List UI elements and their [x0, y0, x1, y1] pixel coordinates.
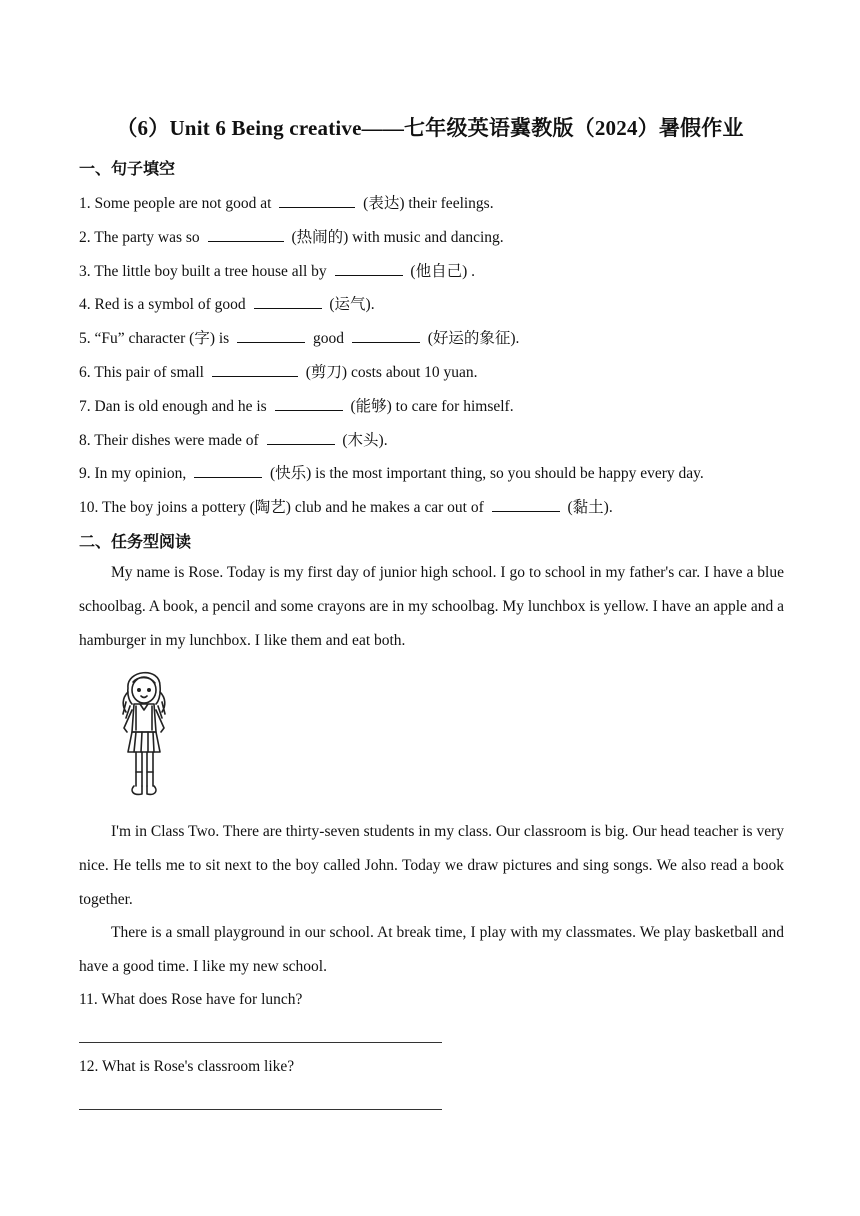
- question-5-middle: good: [312, 330, 344, 347]
- question-5-hint: (好运的象征).: [427, 330, 520, 347]
- question-4-text: 4. Red is a symbol of good: [79, 296, 246, 313]
- question-8-hint: (木头).: [342, 432, 388, 449]
- question-2-hint: (热闹的) with music and dancing.: [291, 229, 504, 246]
- answer-blank[interactable]: [194, 465, 262, 478]
- question-10-text: 10. The boy joins a pottery (陶艺) club and he makes a car out of: [79, 499, 484, 516]
- question-2-text: 2. The party was so: [79, 229, 200, 246]
- answer-line-11[interactable]: [79, 1042, 442, 1043]
- question-4-hint: (运气).: [329, 296, 375, 313]
- reading-paragraph-2: I'm in Class Two. There are thirty-seven students in my class. Our classroom is big. Our head teacher is very nice. He tells me to sit next to the boy called John. Today we draw pictures and sing songs. We also read a book together.: [79, 823, 784, 908]
- question-3-text: 3. The little boy built a tree house all by: [79, 263, 327, 280]
- question-6-text: 6. This pair of small: [79, 364, 204, 381]
- question-7-text: 7. Dan is old enough and he is: [79, 398, 267, 415]
- question-9-hint: (快乐) is the most important thing, so you should be happy every day.: [269, 465, 704, 482]
- answer-blank[interactable]: [254, 296, 322, 309]
- question-6-hint: (剪刀) costs about 10 yuan.: [305, 364, 478, 381]
- section-heading-task-reading: 二、任务型阅读: [79, 532, 192, 551]
- question-9: [79, 461, 704, 483]
- question-12: 12. What is Rose's classroom like?: [79, 1058, 295, 1075]
- question-7-hint: (能够) to care for himself.: [350, 398, 514, 415]
- question-9-text: 9. In my opinion,: [79, 465, 187, 482]
- answer-blank[interactable]: [279, 195, 355, 208]
- question-3-hint: (他自己) .: [410, 263, 475, 280]
- question-7: [79, 394, 514, 416]
- question-3: [79, 259, 475, 281]
- question-10: [79, 495, 613, 517]
- reading-paragraph-1: My name is Rose. Today is my first day of junior high school. I go to school in my father's car. I have a blue schoolbag. A book, a pencil and some crayons are in my schoolbag. My lunchbox is yellow. I have an apple and a hamburger in my lunchbox. I like them and eat both.: [79, 564, 784, 649]
- answer-blank[interactable]: [275, 398, 343, 411]
- question-6: [79, 360, 478, 382]
- question-8-text: 8. Their dishes were made of: [79, 432, 259, 449]
- answer-blank[interactable]: [335, 263, 403, 276]
- answer-blank[interactable]: [212, 364, 298, 377]
- question-11: 11. What does Rose have for lunch?: [79, 991, 303, 1008]
- question-1-hint: (表达) their feelings.: [363, 195, 494, 212]
- answer-line-12[interactable]: [79, 1109, 442, 1110]
- question-5: [79, 326, 519, 348]
- question-5-text: 5. “Fu” character (字) is: [79, 330, 230, 347]
- answer-blank[interactable]: [208, 229, 284, 242]
- girl-illustration: [112, 662, 176, 802]
- page-title: （6）Unit 6 Being creative——七年级英语冀教版（2024）暑假作业: [116, 116, 744, 140]
- question-2: [79, 225, 504, 247]
- section-heading-sentence-completion: 一、句子填空: [79, 159, 176, 178]
- question-8: [79, 428, 388, 450]
- question-1-text: 1. Some people are not good at: [79, 195, 272, 212]
- reading-paragraph-3: There is a small playground in our school. At break time, I play with my classmates. We play basketball and have a good time. I like my new school.: [79, 924, 784, 975]
- answer-blank[interactable]: [492, 499, 560, 512]
- answer-blank[interactable]: [267, 432, 335, 445]
- answer-blank[interactable]: [237, 330, 305, 343]
- question-4: [79, 292, 375, 314]
- answer-blank[interactable]: [352, 330, 420, 343]
- question-1: [79, 191, 494, 213]
- question-10-hint: (黏土).: [567, 499, 613, 516]
